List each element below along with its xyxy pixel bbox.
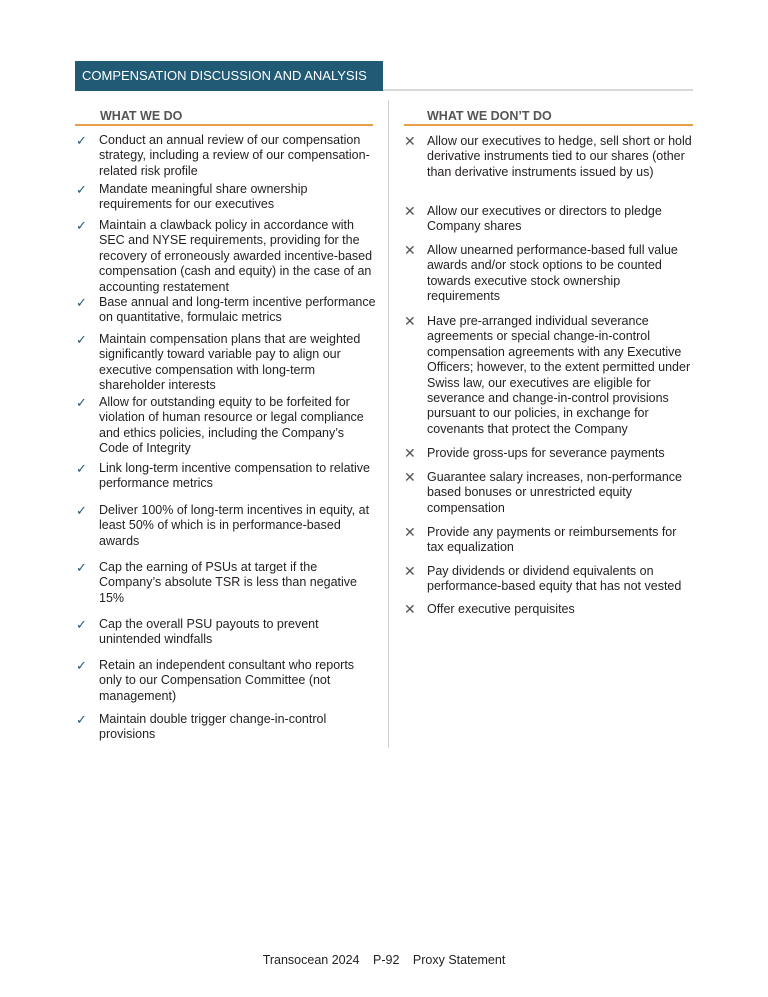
x-icon: ✕ (404, 203, 416, 219)
check-icon: ✓ (76, 712, 87, 727)
list-item-text: Deliver 100% of long-term incentives in equity, at least 50% of which is in performance-based awards (99, 503, 370, 548)
what-we-do-rule (75, 124, 373, 126)
list-item-text: Conduct an annual review of our compensation strategy, including a review of our compensation-related risk profile (99, 133, 370, 178)
list-item-text: Pay dividends or dividend equivalents on performance-based equity that has not vested (427, 564, 682, 594)
list-item-text: Provide gross-ups for severance payments (427, 446, 665, 460)
check-icon: ✓ (76, 503, 87, 518)
list-item-text: Cap the overall PSU payouts to prevent unintended windfalls (99, 617, 319, 647)
list-item-text: Allow our executives or directors to pledge Company shares (427, 204, 662, 234)
column-divider (388, 100, 389, 748)
footer-page-number: P-92 (373, 953, 400, 967)
check-icon: ✓ (76, 461, 87, 476)
page-footer (0, 953, 768, 967)
check-icon: ✓ (76, 560, 87, 575)
list-item-text: Guarantee salary increases, non-performance based bonuses or unrestricted equity compensation (427, 470, 682, 515)
x-icon: ✕ (404, 313, 416, 329)
list-item-text: Retain an independent consultant who reports only to our Compensation Committee (not management) (99, 658, 355, 703)
list-item-text: Provide any payments or reimbursements for tax equalization (427, 525, 677, 555)
check-icon: ✓ (76, 182, 87, 197)
list-item-text: Mandate meaningful share ownership requirements for our executives (99, 182, 308, 212)
check-icon: ✓ (76, 658, 87, 673)
x-icon: ✕ (404, 524, 416, 540)
list-item-text: Allow our executives to hedge, sell short or hold derivative instruments tied to our shares (other than derivative instruments issued by us) (427, 134, 692, 179)
check-icon: ✓ (76, 295, 87, 310)
check-icon: ✓ (76, 395, 87, 410)
footer-company: Transocean 2024 (262, 953, 360, 967)
check-icon: ✓ (76, 218, 87, 233)
x-icon: ✕ (404, 601, 416, 617)
list-item-text: Allow for outstanding equity to be forfeited for violation of human resource or legal compliance and ethics policies, including the Company’s Code of Integrity (99, 395, 364, 456)
header-divider (383, 89, 693, 91)
list-item-text: Cap the earning of PSUs at target if the Company’s absolute TSR is less than negative 15% (99, 560, 358, 605)
section-banner: COMPENSATION DISCUSSION AND ANALYSIS (75, 61, 383, 91)
list-item-text: Allow unearned performance-based full value awards and/or stock options to be counted towards executive stock ownership requirements (427, 243, 678, 304)
what-we-do-heading: WHAT WE DO (100, 109, 183, 123)
check-icon: ✓ (76, 617, 87, 632)
what-we-dont-do-rule (404, 124, 693, 126)
x-icon: ✕ (404, 242, 416, 258)
list-item-text: Maintain a clawback policy in accordance with SEC and NYSE requirements, providing for the recovery of erroneously awarded incentive-based compensation (cash and equity) in the case of an accounting restatement (99, 218, 373, 294)
list-item-text: Link long-term incentive compensation to relative performance metrics (99, 461, 370, 491)
list-item-text: Offer executive perquisites (427, 602, 575, 616)
list-item-text: Maintain compensation plans that are weighted significantly toward variable pay to align our executive compensation with long-term shareholder interests (99, 332, 361, 393)
list-item-text: Base annual and long-term incentive performance on quantitative, formulaic metrics (99, 295, 376, 325)
check-icon: ✓ (76, 332, 87, 347)
x-icon: ✕ (404, 563, 416, 579)
x-icon: ✕ (404, 469, 416, 485)
check-icon: ✓ (76, 133, 87, 148)
list-item-text: Maintain double trigger change-in-control provisions (99, 712, 327, 742)
x-icon: ✕ (404, 133, 416, 149)
x-icon: ✕ (404, 445, 416, 461)
list-item-text: Have pre-arranged individual severance agreements or special change-in-control compensation agreements with any Executive Officers; however, to the extent permitted under Swiss law, our executives are eligible for severance and change-in-control provisions pursuant to our policies, in exchange for covenants that protect the Company (427, 314, 691, 436)
what-we-dont-do-heading: WHAT WE DON’T DO (427, 109, 552, 123)
footer-document: Proxy Statement (412, 953, 506, 967)
